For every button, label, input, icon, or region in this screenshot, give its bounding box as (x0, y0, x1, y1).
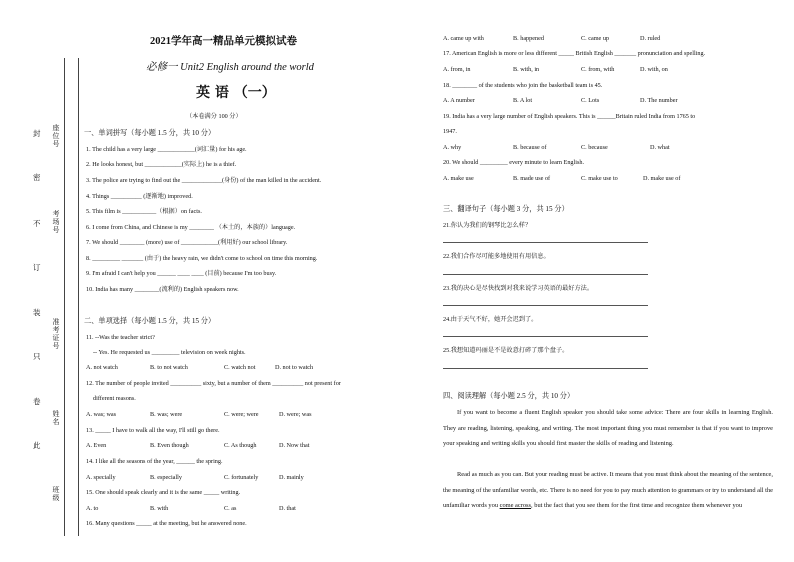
q17-stem: 17. American English is more or less different _____ British English _______ pronunciation and spelling. (443, 50, 706, 57)
section3-heading: 三、翻译句子（每小题 3 分，共 15 分） (443, 205, 569, 213)
s1-item: 7. We should ________ (more) use of ____________(利用好) our school library. (86, 239, 288, 246)
s1-item: 3. The police are trying to find out the _____________(身份) of the man killed in the accident. (86, 177, 322, 184)
q18-stem: 18. ________ of the students who join the basketball team is 45. (443, 82, 603, 89)
q19-option-b: B. because of (513, 144, 547, 151)
q19-option-a: A. why (443, 144, 462, 151)
q12-option-b: B. was; were (150, 411, 183, 418)
seal-char: 只 (33, 352, 41, 361)
seal-char: 订 (33, 263, 41, 272)
s1-item: 1. The child has a very large ____________(词汇量) for his age. (86, 146, 247, 153)
name-field: 姓名 (52, 410, 60, 426)
q20-option-d: D. make use of (643, 175, 681, 182)
seat-number-field: 座位号 (52, 124, 60, 148)
seal-char: 密 (33, 173, 41, 182)
q16-option-a: A. came up with (443, 35, 484, 42)
q20-option-b: B. made use of (513, 175, 551, 182)
seal-char: 装 (33, 308, 41, 317)
s1-item: 2. He looks honest, but ____________(实际上) he is a thief. (86, 161, 237, 168)
q16-option-d: D. ruled (640, 35, 661, 42)
q12-option-c: C. were; were (224, 411, 259, 418)
seal-char: 封 (33, 129, 41, 138)
q17-option-d: D. with, on (640, 66, 668, 73)
q14-option-a: A. specially (86, 474, 116, 481)
s1-item: 6. I come from China, and Chinese is my ________ （本土的，本族的）language. (86, 224, 296, 231)
s1-item: 4. Things __________ (逐渐地) improved. (86, 193, 193, 200)
q17-option-b: B. with, in (513, 66, 540, 73)
reading-paragraph-2 (443, 467, 773, 514)
answer-line[interactable] (443, 274, 648, 275)
underlined-phrase: come across (499, 502, 532, 509)
seal-char: 卷 (33, 397, 41, 406)
binding-line-outer (64, 58, 65, 536)
s3-item: 21.你认为我们的钢琴比怎么样？ (443, 222, 532, 229)
q20-stem: 20. We should _________ every minute to learn English. (443, 159, 584, 166)
q15-option-c: C. as (224, 505, 237, 512)
exam-title: 2021学年高一精品单元模拟试卷 (150, 36, 297, 47)
answer-line[interactable] (443, 368, 648, 369)
section4-heading: 四、阅读理解（每小题 2.5 分，共 10 分） (443, 392, 575, 400)
q18-option-d: D. The number (640, 97, 678, 104)
q13-stem: 13. _____ I have to walk all the way, I'll still go there. (86, 427, 220, 434)
answer-line[interactable] (443, 242, 648, 243)
q19-option-c: C. because (581, 144, 608, 151)
q14-stem: 14. I like all the seasons of the year, ______ the spring. (86, 458, 223, 465)
q11-stem: 11. --Was the teacher strict? (86, 334, 155, 341)
q13-option-d: D. Now that (279, 442, 310, 449)
q19-stem2: 1947. (443, 128, 457, 135)
q14-option-d: D. mainly (279, 474, 304, 481)
q16-option-b: B. happened (513, 35, 544, 42)
q12-option-d: D. were; was (279, 411, 312, 418)
q18-option-c: C. Lots (581, 97, 600, 104)
s1-item: 9. I'm afraid I can't help you ______ ____ ____ (目前) because I'm too busy. (86, 270, 277, 277)
q11-stem2: -- Yes. He requested us _________ television on week nights. (93, 349, 246, 356)
q19-stem: 19. India has a very large number of English speakers. This is ______Britain ruled India from 1765 to (443, 113, 696, 120)
s1-item: 5. This film is ___________（根据）on facts. (86, 208, 202, 215)
q15-option-d: D. that (279, 505, 296, 512)
q13-option-a: A. Even (86, 442, 107, 449)
seal-char: 不 (33, 219, 41, 228)
q13-option-c: C. As though (224, 442, 257, 449)
q11-option-b: B. to not watch (150, 364, 188, 371)
q18-option-b: B. A lot (513, 97, 533, 104)
s1-item: 10. India has many ________(流利的) English speakers now. (86, 286, 239, 293)
q16-stem: 16. Many questions _____ at the meeting, but he answered none. (86, 520, 247, 527)
class-field: 班级 (52, 486, 60, 502)
admission-number-field: 准考证号 (52, 318, 60, 350)
section1-heading: 一、单词拼写（每小题 1.5 分，共 10 分） (84, 129, 216, 137)
score-note: （本卷满分 100 分） (186, 113, 242, 120)
q11-option-c: C. watch not (224, 364, 256, 371)
s3-item: 25.我想知道玛丽是不是故意打碎了那个盘子。 (443, 347, 569, 354)
s3-item: 23.我的决心是尽快找到对我来说学习英语的最好方法。 (443, 285, 594, 292)
reading-paragraph-1 (443, 405, 773, 452)
q16-option-c: C. came up (581, 35, 610, 42)
answer-line[interactable] (443, 305, 648, 306)
s3-item: 24.由于天气不好，她开会迟到了。 (443, 316, 538, 323)
q17-option-c: C. from, with (581, 66, 615, 73)
binding-line-inner (78, 58, 79, 536)
q12-stem2: different reasons. (93, 395, 136, 402)
q11-option-a: A. not watch (86, 364, 118, 371)
q19-option-d: D. what (650, 144, 670, 151)
q11-option-d: D. not to watch (275, 364, 314, 371)
exam-room-field: 考场号 (52, 210, 60, 234)
answer-line[interactable] (443, 336, 648, 337)
s3-item: 22.我们合作尽可能多地使用有用信息。 (443, 253, 550, 260)
s1-item: 8. _________ _______ (由于) the heavy rain, we didn't come to school on time this morning. (86, 255, 318, 262)
q15-option-a: A. to (86, 505, 99, 512)
q12-option-a: A. was; was (86, 411, 117, 418)
q12-stem: 12. The number of people invited __________ sixty, but a number of them __________ not present for (86, 380, 341, 387)
q15-option-b: B. with (150, 505, 169, 512)
section2-heading: 二、单项选择（每小题 1.5 分，共 15 分） (84, 317, 216, 325)
reading-paragraph-2-start: Read as much as you can. But your reading must be active. It means that you must think about the meaning of the sentence, the meaning of the unfamiliar words, etc. There is no need for you to pay much attention to grammars or try to understand all the unfamiliar words you (443, 471, 773, 509)
subject-title: 英 语 （一） (196, 85, 276, 101)
q14-option-c: C. fortunately (224, 474, 259, 481)
q14-option-b: B. especially (150, 474, 182, 481)
seal-char: 此 (33, 441, 41, 450)
q20-option-c: C. make use to (581, 175, 618, 182)
q17-option-a: A. from, in (443, 66, 471, 73)
reading-paragraph-1-text: If you want to become a fluent English speaker you should take some advice: There are four skills in learning English. They are reading, listening, speaking, and writing. The most important thing you must remember is that if you want to improve your speaking and writing skills you should first master the skills of reading and listening. (443, 409, 773, 447)
exam-subtitle: 必修一 Unit2 English around the world (146, 62, 314, 73)
q18-option-a: A. A number (443, 97, 475, 104)
q15-stem: 15. One should speak clearly and it is the same _____ writing. (86, 489, 241, 496)
q13-option-b: B. Even though (150, 442, 189, 449)
reading-paragraph-2-end: , but the fact that you see them for the first time and recognize them whenever you (531, 502, 743, 509)
q20-option-a: A. make use (443, 175, 474, 182)
